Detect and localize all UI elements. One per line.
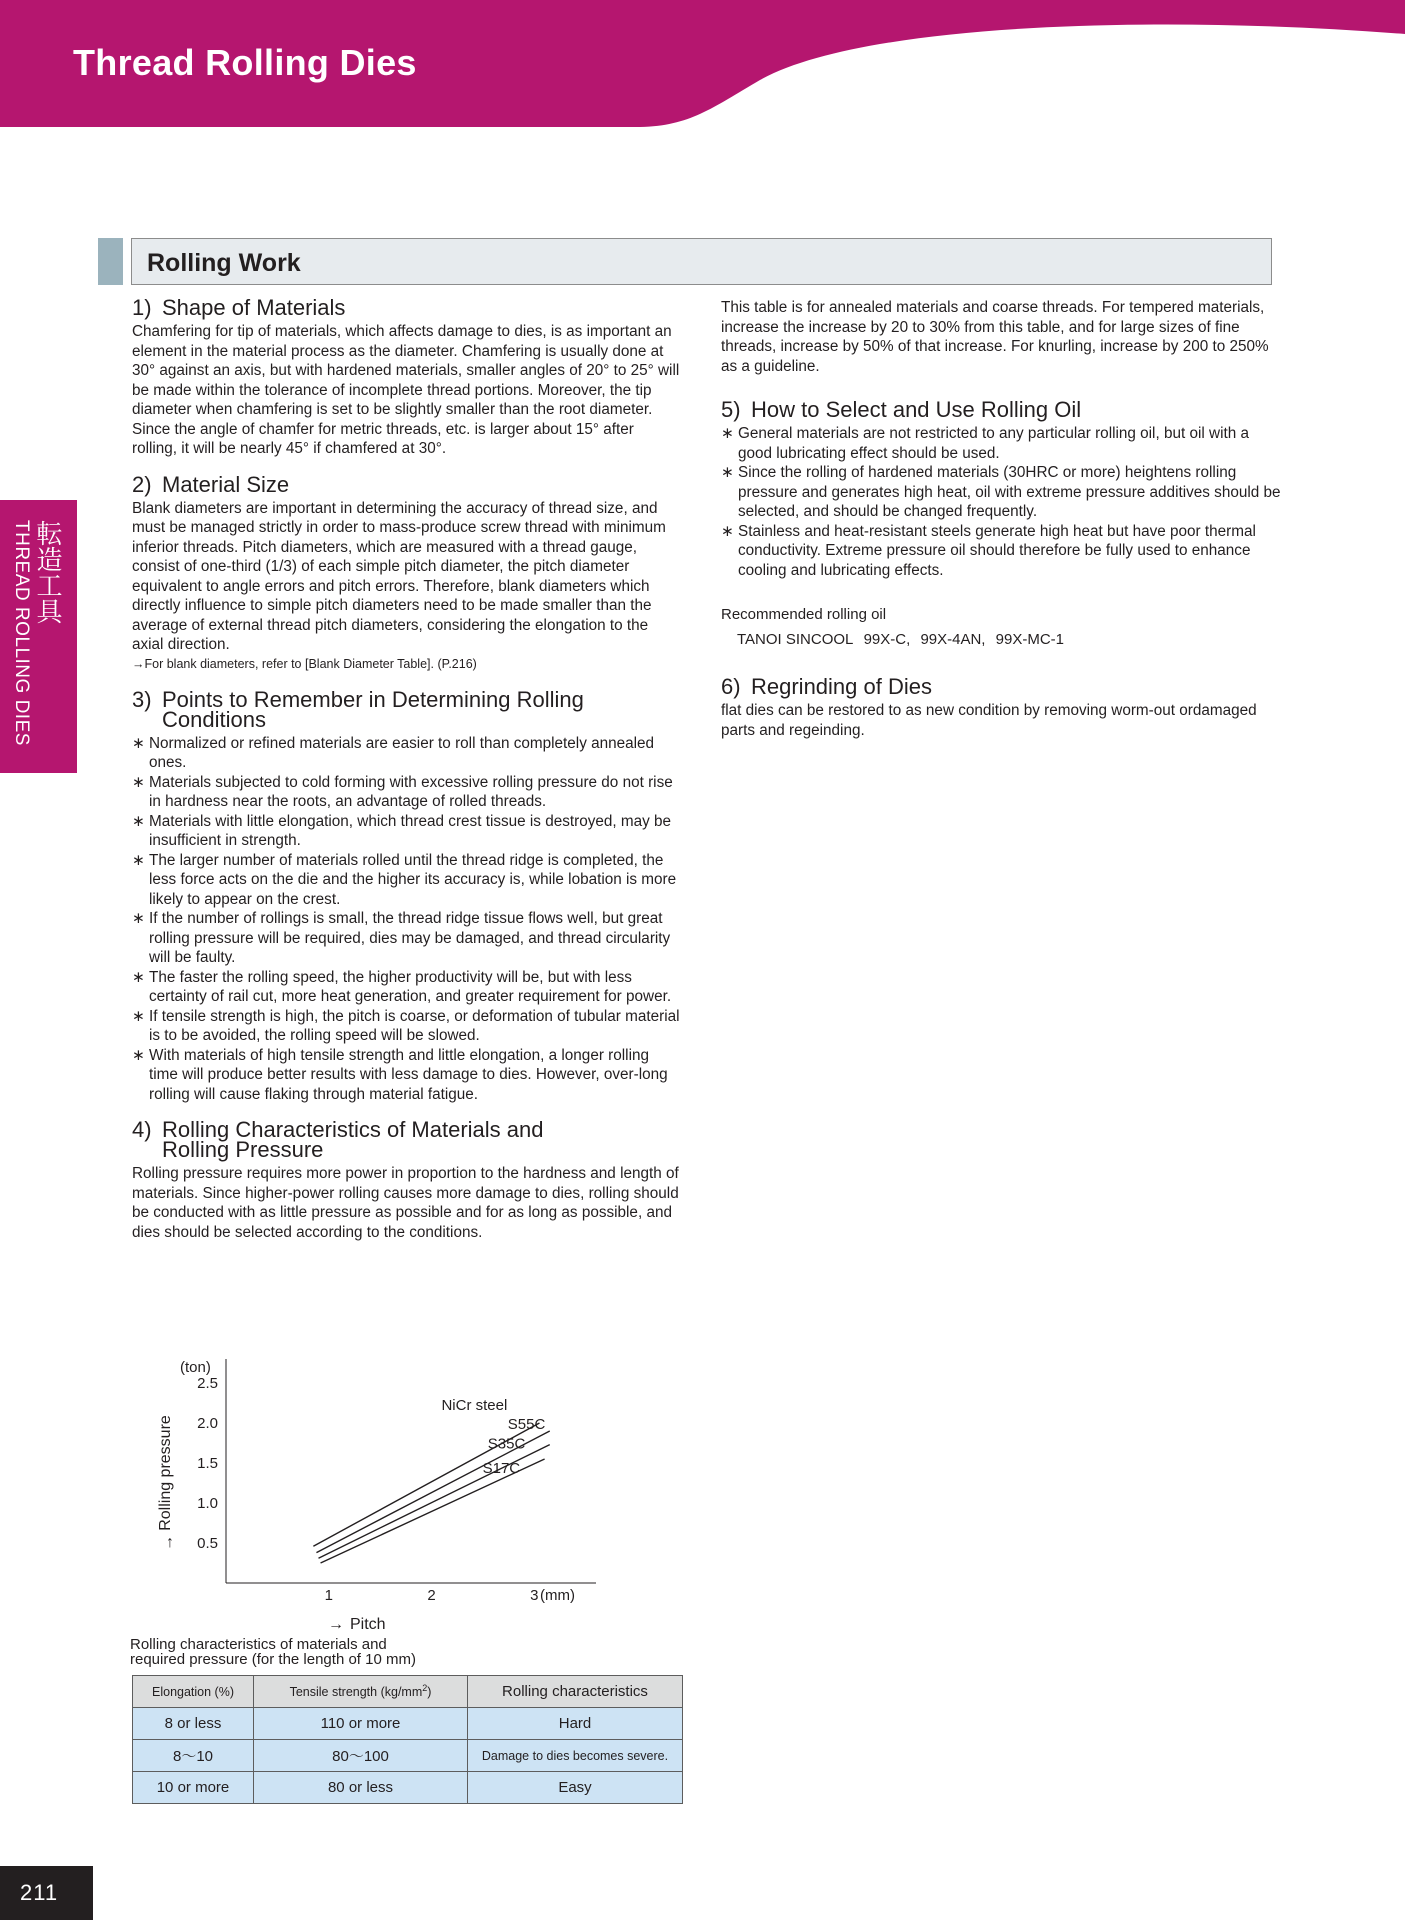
list-item: ∗ Since the rolling of hardened materials (30HRC or more) heightens rolling pressure and generates high heat, oil with extreme pressure additives should be selected, and should be changed frequently. (721, 463, 1281, 522)
paragraph-shape-of-materials: Chamfering for tip of materials, which affects damage to dies, is as important an element in the material process as the diameter. Chamfering is usually done at 30° against an axis, but with hardened materials, smaller angles of 20° to 25° will be made within the tolerance of incomplete thread portions. Moreover, the tip diameter when chamfering is set to be slightly smaller than the root diameter. Since the angle of chamfer for metric threads, etc. is larger about 15° after rolling, it will be nearly 45° if chamfered at 30°. (132, 323, 680, 457)
list-item: ∗ Normalized or refined materials are easier to roll than completely annealed ones. (132, 734, 682, 773)
series-label: S55C (507, 1416, 546, 1433)
list-item: ∗ Materials with little elongation, which thread crest tissue is destroyed, may be insufficient in strength. (132, 812, 682, 851)
list-item: ∗ General materials are not restricted to any particular rolling oil, but oil with a good lubricating effect should be used. (721, 424, 1281, 463)
y-tick-label: 2.5 (197, 1375, 218, 1392)
series-label: NiCr steel (441, 1397, 508, 1414)
table-header-row (133, 1676, 683, 1708)
section-title-box (131, 238, 1272, 285)
page-title: Thread Rolling Dies (73, 42, 417, 83)
column-header-rolling-characteristics: Rolling characteristics (468, 1676, 683, 1708)
page-header (0, 0, 1405, 130)
table-cell: Easy (468, 1772, 683, 1804)
section-title: Rolling Work (147, 249, 301, 277)
oil-product: 99X-4AN, (920, 631, 986, 648)
table-cell: Damage to dies becomes severe. (468, 1740, 683, 1772)
rolling-oil-list (721, 424, 1281, 580)
table-caption-line: required pressure (for the length of 10 mm) (130, 1651, 416, 1668)
table-cell: 80 or less (254, 1772, 468, 1804)
y-tick-labels (197, 1375, 218, 1552)
side-tab-jp-label: 転造工具 (32, 520, 62, 624)
rolling-conditions-list (132, 734, 682, 1105)
right-column (721, 298, 1281, 740)
page-number: 211 (0, 1866, 93, 1920)
x-axis-label: Pitch (350, 1616, 386, 1633)
y-axis-arrow: ↑ (166, 1534, 174, 1551)
table-row (133, 1708, 683, 1740)
list-item: ∗ Stainless and heat-resistant steels generate high heat but have poor thermal conductivity. Extreme pressure oil should therefore be fully used to enhance cooling and lubricating effects. (721, 522, 1281, 581)
heading-rolling-characteristics: 4) Rolling Characteristics of Materials and Rolling Pressure (132, 1117, 544, 1162)
table-cell: 80～100 (254, 1740, 468, 1772)
paragraph-material-size: Blank diameters are important in determining the accuracy of thread size, and must be managed strictly in order to mass-produce screw thread with minimum inferior threads. Pitch diameters, which are measured with a thread gauge, consist of one-third (1/3) of each simple pitch diameter, the pitch diameter equivalent to angle errors and pitch errors. Therefore, blank diameters which directly influence to simple pitch diameters need to be made smaller than the average of external thread pitch diameters, considering the elongation to the axial direction. (132, 499, 666, 653)
list-item: ∗ If tensile strength is high, the pitch is coarse, or deformation of tubular material is to be avoided, the rolling speed will be slowed. (132, 1007, 682, 1046)
heading-regrinding: 6) Regrinding of Dies (721, 674, 932, 699)
recommended-oil-products (721, 629, 1281, 651)
section-accent-block (98, 238, 123, 285)
side-tab-en-label: THREAD ROLLING DIES (11, 520, 32, 746)
x-axis-arrow: → (328, 1616, 344, 1633)
table-row (133, 1740, 683, 1772)
heading-rolling-conditions: 3) Points to Remember in Determining Rolling Conditions (132, 686, 584, 732)
y-axis-title (157, 1415, 174, 1551)
column-header-tensile-strength: Tensile strength $(kg/mm^2)$ (254, 1676, 468, 1708)
x-tick-label: 1 (324, 1587, 333, 1604)
y-axis-unit: (ton) (180, 1359, 211, 1376)
paragraph-table-note: This table is for annealed materials and coarse threads. For tempered materials, increase the increase by 20 to 30% from this table, and for large sizes of fine threads, increase by 50% of that increase. For knurling, increase by 200 to 250% as a guideline. (721, 299, 1269, 375)
oil-product: 99X-MC-1 (995, 631, 1065, 648)
recommended-oil (721, 604, 1281, 651)
y-tick-label: 1.5 (197, 1455, 218, 1472)
heading-material-size: 2) Material Size (132, 471, 290, 497)
list-item: ∗ Materials subjected to cold forming with excessive rolling pressure do not rise in hardness near the roots, an advantage of rolled threads. (132, 773, 682, 812)
series-label: S35C (487, 1435, 526, 1453)
reference-note: →For blank diameters, refer to [Blank Diameter Table]. (P.216) (132, 656, 477, 671)
series-labels (441, 1397, 545, 1477)
y-tick-label: 1.0 (197, 1495, 218, 1512)
x-tick-label: 2 (427, 1587, 436, 1604)
table-cell: 8 or less (133, 1708, 254, 1740)
x-tick-label: 3 (530, 1587, 539, 1604)
y-tick-label: 0.5 (197, 1535, 218, 1552)
list-item: ∗ With materials of high tensile strength and little elongation, a longer rolling time will produce better results with less damage to dies. However, over-long rolling will cause flaking through material fatigue. (132, 1046, 682, 1105)
x-tick-labels (325, 1587, 539, 1604)
table-caption (130, 1637, 690, 1667)
side-tab (0, 500, 77, 773)
heading-rolling-oil: 5) How to Select and Use Rolling Oil (721, 397, 1082, 422)
series-label: S17C (482, 1460, 521, 1477)
x-axis-title (328, 1616, 386, 1633)
left-column (132, 295, 682, 1242)
table-cell: 110 or more (254, 1708, 468, 1740)
rolling-characteristics-table (132, 1675, 683, 1804)
table-cell: 8～10 (133, 1740, 254, 1772)
table-caption-line: Rolling characteristics of materials and (130, 1636, 387, 1653)
table-row (133, 1772, 683, 1804)
oil-product: 99X-C, (863, 631, 911, 648)
recommended-oil-label: Recommended rolling oil (721, 606, 887, 623)
column-header-elongation: Elongation (%) (133, 1676, 254, 1708)
x-axis-unit: (mm) (540, 1587, 575, 1604)
paragraph-rolling-pressure: Rolling pressure requires more power in proportion to the hardness and length of materials. Since higher-power rolling causes more damage to dies, rolling should be conducted with as little pressure as possible and for as long as possible, and dies should be selected according to the conditions. (132, 1165, 679, 1241)
table-cell: 10 or more (133, 1772, 254, 1804)
y-axis-label: Rolling pressure (157, 1415, 174, 1531)
list-item: ∗ If the number of rollings is small, the thread ridge tissue flows well, but great rolling pressure will be required, dies may be damaged, and thread circularity will be faulty. (132, 909, 682, 968)
heading-shape-of-materials: 1) Shape of Materials (132, 295, 346, 320)
chart-svg (130, 1355, 650, 1645)
list-item: ∗ The faster the rolling speed, the higher productivity will be, but with less certainty of rail cut, more heat generation, and greater requirement for power. (132, 968, 682, 1007)
y-tick-label: 2.0 (197, 1415, 218, 1432)
oil-brand: TANOI SINCOOL (737, 631, 854, 648)
table-cell: Hard (468, 1708, 683, 1740)
paragraph-regrinding: flat dies can be restored to as new condition by removing worm-out ordamaged parts and regeinding. (721, 702, 1257, 739)
section-header (98, 238, 1272, 285)
list-item: ∗ The larger number of materials rolled until the thread ridge is completed, the less force acts on the die and the higher its accuracy is, while lobation is more likely to appear on the crest. (132, 851, 682, 910)
rolling-pressure-chart (130, 1355, 650, 1645)
